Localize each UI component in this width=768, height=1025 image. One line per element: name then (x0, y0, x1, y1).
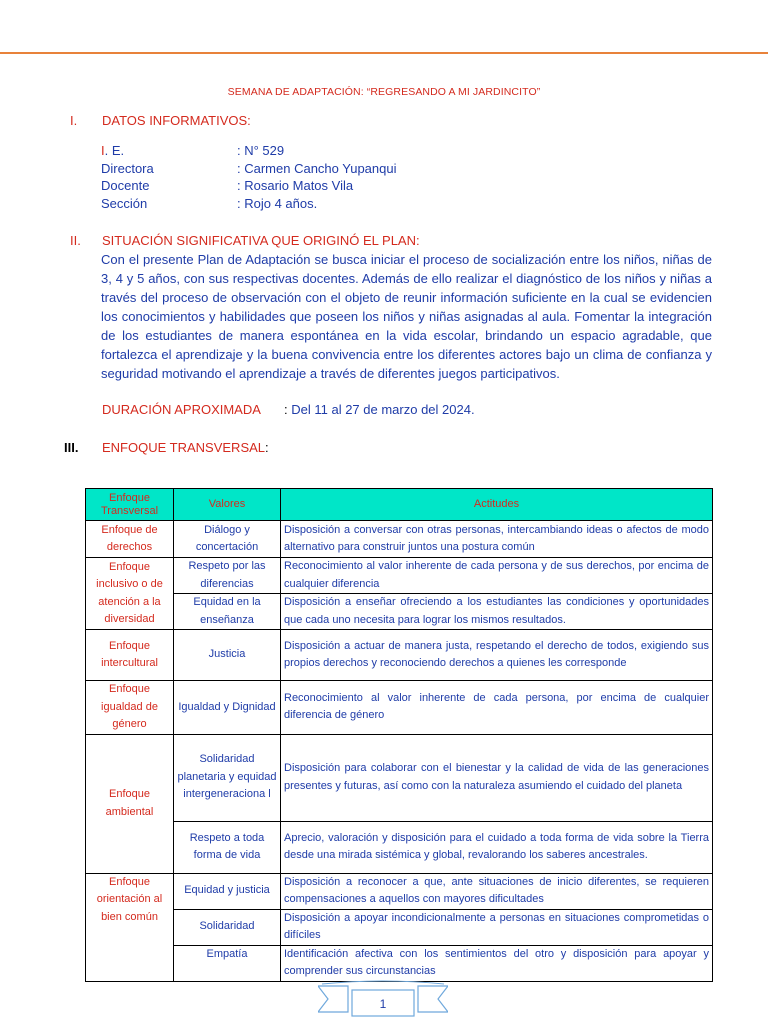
valor-cell: Justicia (174, 630, 281, 681)
enfoque-cell: Enfoque orientación al bien común (86, 873, 174, 981)
table-row (86, 594, 713, 630)
actitud-cell: Disposición a enseñar ofreciendo a los estudiantes las condiciones y oportunidades que cada uno necesita para lograr los mismos resultados. (281, 594, 713, 630)
table-row (86, 873, 713, 909)
table-row (86, 909, 713, 945)
actitud-cell: Disposición para colaborar con el bienestar y la calidad de vida de las generaciones presentes y futuras, así como con la naturaleza asumiendo el cuidado del planeta (281, 734, 713, 821)
table-row (86, 521, 713, 558)
page-number: 1 (379, 997, 387, 1011)
situation-paragraph: Con el presente Plan de Adaptación se busca iniciar el proceso de socialización entre los niños, niñas de 3, 4 y 5 años, con sus respectivas docentes. Además de ello realizar el diagnóstico de los niños y niñas a través del proceso de observación con el objeto de reunir información suficiente en la cual se evidencien los conocimientos y habilidades que poseen los niños y niñas asignadas al aula. Fomentar la integración de los estudiantes de manera espontánea en la vida escolar, brindando un espacio agradable, que fortalezca el aprendizaje y la buena convivencia entre los diferentes actores bajo un clima de confianza y seguridad motivando el aprendizaje a través de diferentes juegos participativos. (101, 252, 712, 381)
enfoque-cell: Enfoque inclusivo o de atención a la diversidad (86, 558, 174, 630)
info-value-seccion: : Rojo 4 años. (237, 196, 318, 211)
header-enfoque: Enfoque Transversal (86, 489, 174, 521)
header-actitudes: Actitudes (281, 489, 713, 521)
table-row (86, 734, 713, 821)
valor-cell: Solidaridad planetaria y equidad intergeneraciona l (174, 734, 281, 821)
table-row (86, 821, 713, 873)
ribbon-decoration (318, 980, 448, 1020)
header-rule (0, 52, 768, 54)
actitud-cell: Disposición a reconocer a que, ante situaciones de inicio diferentes, se requieren compensaciones a aquellos con mayores dificultades (281, 873, 713, 909)
section-3-title: ENFOQUE TRANSVERSAL: (102, 440, 269, 455)
actitud-cell: Reconocimiento al valor inherente de cada persona, por encima de cualquier diferencia de género (281, 681, 713, 735)
page-number-ribbon (318, 980, 448, 1020)
table-header-row (86, 489, 713, 521)
actitud-cell: Reconocimiento al valor inherente de cada persona y de sus derechos, por encima de cualquier diferencia (281, 558, 713, 594)
section-2-number: II. (70, 233, 81, 248)
actitud-cell: Disposición a actuar de manera justa, respetando el derecho de todos, exigiendo sus propios derechos y reconociendo derechos a quienes les corresponde (281, 630, 713, 681)
info-label-directora: Directora (101, 161, 154, 176)
duration-label: DURACIÓN APROXIMADA (102, 402, 261, 417)
actitud-cell: Disposición a apoyar incondicionalmente a personas en situaciones comprometidas o difíciles (281, 909, 713, 945)
info-label-seccion: Sección (101, 196, 148, 211)
enfoque-cell: Enfoque intercultural (86, 630, 174, 681)
section-1-title: DATOS INFORMATIVOS: (102, 113, 251, 128)
info-label-ie: I. E. (101, 143, 125, 158)
enfoque-cell: Enfoque igualdad de género (86, 681, 174, 735)
info-value-directora: : Carmen Cancho Yupanqui (237, 161, 397, 176)
valor-cell: Respeto por las diferencias (174, 558, 281, 594)
table-row (86, 681, 713, 735)
section-2-title: SITUACIÓN SIGNIFICATIVA QUE ORIGINÓ EL PLAN: (102, 233, 420, 248)
valor-cell: Solidaridad (174, 909, 281, 945)
table-row (86, 558, 713, 594)
document-title: SEMANA DE ADAPTACIÓN: “REGRESANDO A MI JARDINCITO” (227, 86, 541, 98)
valor-cell: Diálogo y concertación (174, 521, 281, 558)
actitud-cell: Identificación afectiva con los sentimientos del otro y disposición para apoyar y comprender sus circunstancias (281, 945, 713, 981)
valor-cell: Equidad y justicia (174, 873, 281, 909)
table-row (86, 945, 713, 981)
info-label-docente: Docente (101, 178, 150, 193)
valor-cell: Igualdad y Dignidad (174, 681, 281, 735)
duration-value: : Del 11 al 27 de marzo del 2024. (284, 402, 475, 417)
enfoque-cell: Enfoque ambiental (86, 734, 174, 873)
actitud-cell: Disposición a conversar con otras personas, intercambiando ideas o afectos de modo alternativo para construir juntos una postura común (281, 521, 713, 558)
transversal-approach-table (85, 488, 713, 982)
table-row (86, 630, 713, 681)
actitud-cell: Aprecio, valoración y disposición para el cuidado a toda forma de vida sobre la Tierra desde una mirada sistémica y global, revalorando los saberes ancestrales. (281, 821, 713, 873)
valor-cell: Equidad en la enseñanza (174, 594, 281, 630)
info-value-ie: : N° 529 (237, 143, 285, 158)
section-1-number: I. (70, 113, 78, 128)
valor-cell: Empatía (174, 945, 281, 981)
info-value-docente: : Rosario Matos Vila (237, 178, 354, 193)
header-valores: Valores (174, 489, 281, 521)
enfoque-cell: Enfoque de derechos (86, 521, 174, 558)
valor-cell: Respeto a toda forma de vida (174, 821, 281, 873)
section-3-number: III. (64, 440, 79, 455)
